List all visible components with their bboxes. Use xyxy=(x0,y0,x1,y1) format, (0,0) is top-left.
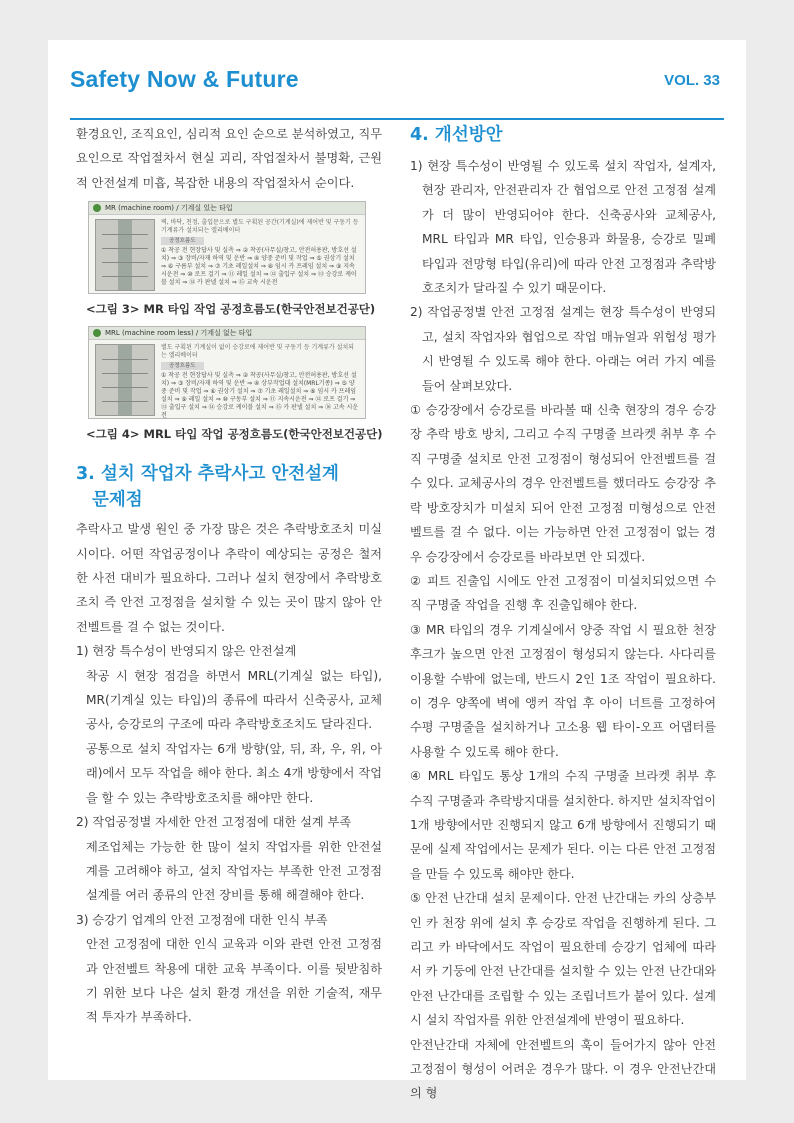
figure-3-note: 벽, 바닥, 천정, 출입문으로 별도 구획된 공간(기계실)에 제어반 및 구동기 등 기계류가 설치되는 엘리베이터 xyxy=(161,219,359,235)
section-3-intro: 추락사고 발생 원인 중 가장 많은 것은 추락방호조치 미실시이다. 어떤 작업공정이나 추락이 예상되는 공정은 철저한 사전 대비가 필요하다. 그러나 설치 현장에서 추락방호조치 즉 안전 고정점을 설치할 수 있는 곳이 많지 않아 안전벨트를 걸 수 없는 것이다. xyxy=(76,522,382,634)
building-illustration xyxy=(95,219,155,291)
figure-3-tag: 공정흐름도 xyxy=(161,237,204,245)
elevator-icon xyxy=(93,204,101,212)
figure-4-tag: 공정흐름도 xyxy=(161,362,204,370)
figure-4-steps: ① 착공 전 현장답사 및 실측 ⇒ ② 착공(사무실/창고, 안전허용판, 방호선 설치) ⇒ ③ 장비/자재 하역 및 운반 ⇒ ④ 상부작업대 설치(MRL기종) ⇒ ⑤ 양중 준비 및 작업 ⇒ ⑥ 권상기 설치 ⇒ ⑦ 기초 레일설치 ⇒ ⑧ 임시 카 프레임 설치 ⇒ ⑨ 레일 설치 ⇒ ⑩ 구동부 설치 ⇒ ⑪ 지속시운전 ⇒ ⑫ 로프 걸기 ⇒ ⑬ 출입구 설치 ⇒ ⑭ 승강로 케이블 설치 ⇒ ⑮ 카 판넬 설치 ⇒ ⑯ 고속 시운전 xyxy=(161,372,359,420)
magazine-title: Safety Now & Future xyxy=(70,66,299,92)
item-1-title: 1) 현장 특수성이 반영되지 않은 안전설계 xyxy=(76,644,297,659)
section-4-title: 4. 개선방안 xyxy=(410,125,503,145)
figure-4-header: MRL (machine room less) / 기계실 없는 타입 xyxy=(89,327,365,340)
elevator-icon xyxy=(93,329,101,337)
intro-paragraph: 환경요인, 조직요인, 심리적 요인 순으로 분석하였고, 직무요인으로 작업절차서 현실 괴리, 작업절차서 불명확, 근원적 안전설계 미흡, 복잡한 내용의 작업절차서 순이다. xyxy=(76,127,382,190)
figure-4-caption: <그림 4> MRL 타입 작업 공정흐름도(한국안전보건공단) xyxy=(86,427,383,442)
example-2: ② 피트 진출입 시에도 안전 고정점이 미설치되었으면 수직 구명줄 작업을 진행 후 진출입해야 한다. xyxy=(410,573,716,613)
left-column xyxy=(76,122,382,1030)
figure-3 xyxy=(88,201,366,294)
figure-3-caption: <그림 3> MR 타입 작업 공정흐름도(한국안전보건공단) xyxy=(86,302,376,317)
improvement-2: 2) 작업공정별 안전 고정점 설계는 현장 특수성이 반영되고, 설치 작업자와 협업으로 작업 매뉴얼과 위험성 평가 시 반영될 수 있도록 해야 한다. 아래는 여러 가지 예를 들어 살펴보았다. xyxy=(410,305,716,393)
example-4: ④ MRL 타입도 통상 1개의 수직 구명줄 브라켓 취부 후 수직 구명줄과 추락방지대를 설치한다. 하지만 설치작업이 1개 방향에서만 진행되지 않고 6개 방향에서 진행되기 때문에 실제 작업에서는 문제가 된다. 이는 다른 안전 고정점을 만들 수 있도록 해야만 한다. xyxy=(410,769,716,881)
figure-3-steps: ① 착공 전 현장답사 및 실측 ⇒ ② 착공(사무실/창고, 안전허용판, 방호선 설치) ⇒ ③ 장비/자재 하역 및 운반 ⇒ ④ 양중 준비 및 작업 ⇒ ⑤ 권상기 설치 ⇒ ⑥ 구름부 설치 ⇒ ⑦ 기초 레일설치 ⇒ ⑧ 임시 카 프레임 설치 ⇒ ⑨ 지속시운전 ⇒ ⑩ 로프 걸기 ⇒ ⑪ 레일 설치 ⇒ ⑫ 출입구 설치 ⇒ ⑬ 승강로 케이블 설치 ⇒ ⑭ 카 판넬 설치 ⇒ ⑮ 교속 시운전 xyxy=(161,247,357,287)
item-1-paragraph-1: 착공 시 현장 점검을 하면서 MRL(기계실 없는 타입), MR(기계실 있는 타입)의 종류에 따라서 신축공사, 교체공사, 승강로의 구조에 따라 추락방호조치도 달라진다. xyxy=(86,668,382,732)
volume-number: VOL. 33 xyxy=(664,72,720,89)
page-header xyxy=(70,58,724,120)
right-column xyxy=(410,122,716,1106)
building-illustration xyxy=(95,344,155,416)
item-2-title: 2) 작업공정별 자세한 안전 고정점에 대한 설계 부족 xyxy=(76,815,352,830)
figure-3-header: MR (machine room) / 기계실 있는 타입 xyxy=(89,202,365,215)
improvement-1: 1) 현장 특수성이 반영될 수 있도록 설치 작업자, 설계자, 현장 관리자, 안전관리자 간 협업으로 안전 고정점 설계가 더 많이 반영되어야 한다. 신축공사와 교체공사, MRL 타입과 MR 타입, 인승용과 화물용, 승강로 밀폐 타입과 전망형 타입(유리)에 따라 안전 고정점과 추락방호조치가 달라질 수 있기 때문이다. xyxy=(410,159,716,296)
example-3: ③ MR 타입의 경우 기계실에서 양중 작업 시 필요한 천장 후크가 높으면 안전 고정점이 형성되지 않는다. 사다리를 이용할 수밖에 없는데, 반드시 2인 1조 작업이 필요하다. 이 경우 양쪽에 벽에 앵커 작업 후 아이 너트를 고정하여 수평 구명줄을 설치하거나 고소용 웹 타이-오프 어댑터를 사용할 수 있도록 해야 한다. xyxy=(410,622,716,759)
item-3-title: 3) 승강기 업계의 안전 고정점에 대한 인식 부족 xyxy=(76,912,328,927)
page xyxy=(48,40,746,1101)
example-1: ① 승강장에서 승강로를 바라볼 때 신축 현장의 경우 승강장 추락 방호 방치, 그리고 수직 구명줄 브라켓 취부 후 수직 구명줄 설치로 안전 고정점이 형성되어 안전벨트를 걸 수 있다. 교체공사의 경우 안전벨트를 했더라도 승강장 추락 방호장치가 미설치 되어 안전 고정점 미형성으로 안전벨트를 걸 수 없다. 이는 가능하면 안전 고정점이 없는 경우 승강장에서 승강로를 바라보면 안 되겠다. xyxy=(410,403,716,564)
item-3-paragraph: 안전 고정점에 대한 인식 교육과 이와 관련 안전 고정점과 안전벨트 착용에 대한 교육 부족이다. 이를 뒷받침하기 위한 보다 나은 설치 환경 개선을 위한 기술적, 재무적 투자가 부족하다. xyxy=(86,937,382,1025)
example-5: ⑤ 안전 난간대 설치 문제이다. 안전 난간대는 카의 상층부인 카 천장 위에 설치 후 승강로 작업을 진행하게 된다. 그리고 카 바닥에서도 작업이 필요한데 승강기 업체에 따라서 카 기둥에 안전 난간대를 설치할 수 있는 안전 난간대와 안전 난간대를 조립할 수 있는 조립너트가 붙어 있다. 설계 시 설치 작업자를 위한 안전설계에 반영이 필요하다. xyxy=(410,891,716,1028)
item-2-paragraph: 제조업체는 가능한 한 많이 설치 작업자를 위한 안전설계를 고려해야 하고, 설치 작업자는 부족한 안전 고정점 설계를 여러 종류의 안전 장비를 통해 해결해야 한다. xyxy=(86,839,382,903)
figure-4-note: 별도 구획된 기계실이 없이 승강로에 제어반 및 구동기 등 기계류가 설치되는 엘리베이터 xyxy=(161,344,354,360)
item-1-paragraph-2: 공통으로 설치 작업자는 6개 방향(앞, 뒤, 좌, 우, 위, 아래)에서 모두 작업을 해야 한다. 최소 4개 방향에서 작업을 할 수 있는 추락방호조치를 해야만 한다. xyxy=(86,741,382,805)
example-6: 안전난간대 자체에 안전벨트의 훅이 들어가지 않아 안전 고정점이 형성이 어려운 경우가 많다. 이 경우 안전난간대의 형 xyxy=(410,1037,716,1101)
figure-4 xyxy=(88,326,366,419)
section-3-title: 3. 설치 작업자 추락사고 안전설계 문제점 xyxy=(76,464,339,511)
